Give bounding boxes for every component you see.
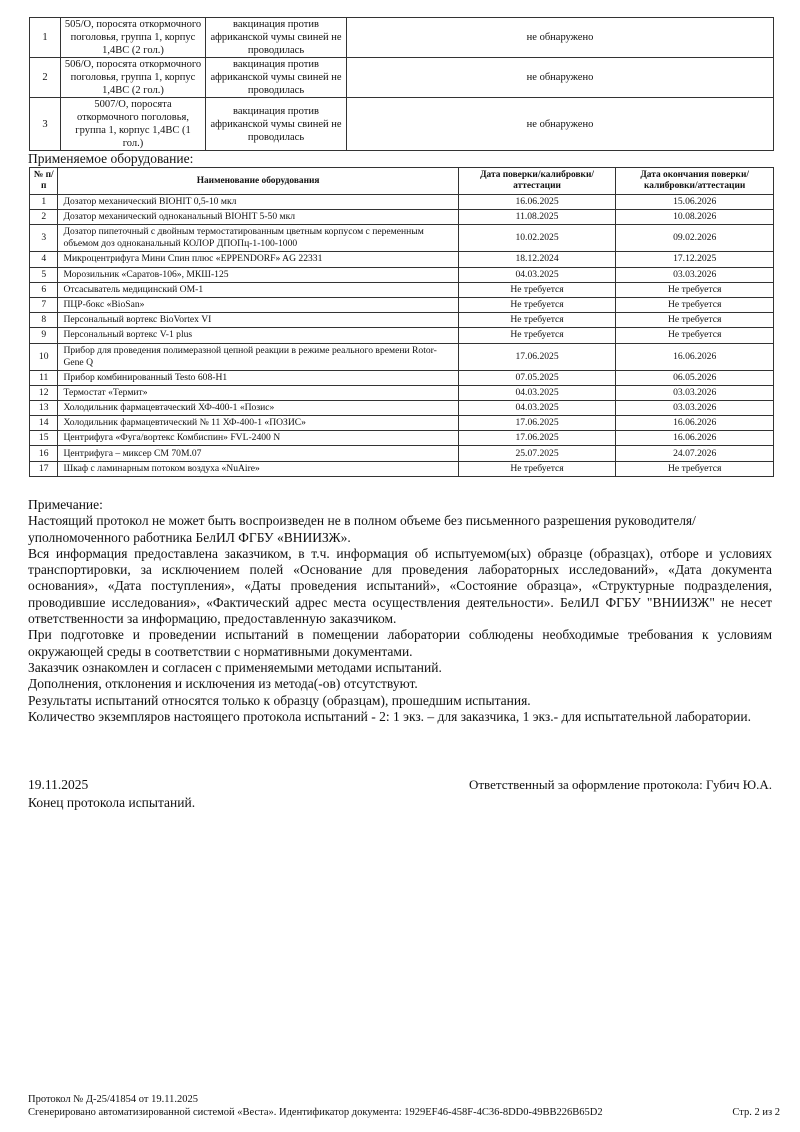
row-number: 3	[30, 98, 61, 151]
test-result: не обнаружено	[347, 98, 774, 151]
equipment-header-row	[30, 168, 774, 195]
end-date: 03.03.2026	[616, 267, 774, 282]
end-date: Не требуется	[616, 313, 774, 328]
check-date: Не требуется	[458, 461, 616, 476]
header-check-date: Дата поверки/калибровки/аттестации	[458, 168, 616, 195]
equipment-name: Персональный вортекс BioVortex VI	[58, 313, 458, 328]
equipment-number: 6	[30, 282, 58, 297]
end-date: 09.02.2026	[616, 225, 774, 252]
equipment-name: Персональный вортекс V-1 plus	[58, 328, 458, 343]
equipment-row	[30, 313, 774, 328]
end-date: Не требуется	[616, 297, 774, 312]
responsible-person: Ответственный за оформление протокола: Губич Ю.А.	[468, 777, 772, 792]
vaccination-status: вакцинация против африканской чумы свиней не проводилась	[206, 98, 347, 151]
end-date: 06.05.2026	[616, 370, 774, 385]
check-date: 25.07.2025	[458, 446, 616, 461]
equipment-number: 3	[30, 225, 58, 252]
equipment-row	[30, 343, 774, 370]
equipment-number: 10	[30, 343, 58, 370]
equipment-name: Морозильник «Саратов-106», МКШ-125	[58, 267, 458, 282]
equipment-number: 13	[30, 400, 58, 415]
check-date: Не требуется	[458, 297, 616, 312]
note-paragraph: Количество экземпляров настоящего протокола испытаний - 2: 1 экз. – для заказчика, 1 экз.- для испытательной лаборатории.	[28, 708, 751, 724]
footer-generated-by: Сгенерировано автоматизированной системой «Веста». Идентификатор документа: 1929EF46-458F-4C36-8DD0-49BB226B65D2	[28, 1107, 603, 1118]
results-table	[29, 17, 774, 151]
equipment-number: 7	[30, 297, 58, 312]
equipment-row	[30, 328, 774, 343]
notes-section	[28, 497, 772, 725]
equipment-row	[30, 400, 774, 415]
check-date: 07.05.2025	[458, 370, 616, 385]
end-date: 16.06.2026	[616, 416, 774, 431]
equipment-name: Дозатор пипеточный с двойным термостатированным цветным корпусом с переменным объемом доз одноканальный КОЛОР ДПОПц-1-100-1000	[58, 225, 458, 252]
end-date: Не требуется	[616, 328, 774, 343]
vaccination-status: вакцинация против африканской чумы свиней не проводилась	[206, 18, 347, 58]
equipment-row	[30, 370, 774, 385]
vaccination-status: вакцинация против африканской чумы свиней не проводилась	[206, 58, 347, 98]
notes-title: Примечание:	[28, 497, 103, 512]
equipment-name: Микроцентрифуга Мини Спин плюс «EPPENDORF» AG 22331	[58, 252, 458, 267]
note-paragraph: Настоящий протокол не может быть воспроизведен не в полном объеме без письменного разрешения руководителя/уполномоченного работника БелИЛ ФГБУ «ВНИИЗЖ».	[28, 513, 696, 545]
check-date: Не требуется	[458, 313, 616, 328]
end-date: 10.08.2026	[616, 210, 774, 225]
end-date: 16.06.2026	[616, 343, 774, 370]
check-date: 04.03.2025	[458, 267, 616, 282]
sample-description: 506/О, поросята откормочного поголовья, группа 1, корпус 1,4ВС (2 гол.)	[61, 58, 206, 98]
equipment-row	[30, 195, 774, 210]
equipment-name: Прибор для проведения полимеразной цепной реакции в режиме реального времени Rotor-Gene Q	[58, 343, 458, 370]
equipment-number: 15	[30, 431, 58, 446]
equipment-row	[30, 282, 774, 297]
equipment-number: 11	[30, 370, 58, 385]
footer-protocol-number: Протокол № Д-25/41854 от 19.11.2025	[28, 1094, 198, 1105]
equipment-row	[30, 267, 774, 282]
table-row	[30, 98, 774, 151]
end-of-protocol: Конец протокола испытаний.	[28, 795, 196, 810]
equipment-row	[30, 225, 774, 252]
protocol-date: 19.11.2025	[28, 777, 89, 792]
note-paragraph: Дополнения, отклонения и исключения из метода(-ов) отсутствуют.	[28, 676, 418, 692]
sample-description: 5007/О, поросята откормочного поголовья, группа 1, корпус 1,4ВС (1 гол.)	[61, 98, 206, 151]
end-date: 03.03.2026	[616, 400, 774, 415]
equipment-name: Холодильник фармацевтический № 11 ХФ-400-1 «ПОЗИС»	[58, 416, 458, 431]
equipment-section-title: Применяемое оборудование:	[28, 151, 194, 166]
equipment-row	[30, 297, 774, 312]
test-result: не обнаружено	[347, 18, 774, 58]
end-date: 03.03.2026	[616, 385, 774, 400]
equipment-row	[30, 210, 774, 225]
equipment-name: Холодильник фармацевтачеcкий ХФ-400-1 «Позис»	[58, 400, 458, 415]
check-date: 18.12.2024	[458, 252, 616, 267]
header-end-date: Дата окончания поверки/калибровки/аттестации	[616, 168, 774, 195]
end-date: Не требуется	[616, 282, 774, 297]
equipment-name: Дозатор механический BIOHIT 0,5-10 мкл	[58, 195, 458, 210]
equipment-number: 5	[30, 267, 58, 282]
equipment-table	[29, 167, 774, 477]
signature-row	[28, 777, 772, 793]
check-date: 17.06.2025	[458, 343, 616, 370]
equipment-name: Прибор комбинированный Testo 608-H1	[58, 370, 458, 385]
equipment-row	[30, 416, 774, 431]
page-number: Стр. 2 из 2	[732, 1107, 780, 1118]
equipment-row	[30, 385, 774, 400]
end-date: 16.06.2026	[616, 431, 774, 446]
row-number: 2	[30, 58, 61, 98]
test-result: не обнаружено	[347, 58, 774, 98]
equipment-number: 12	[30, 385, 58, 400]
equipment-number: 14	[30, 416, 58, 431]
check-date: 04.03.2025	[458, 400, 616, 415]
equipment-number: 1	[30, 195, 58, 210]
header-equipment-name: Наименование оборудования	[58, 168, 458, 195]
end-date: 15.06.2026	[616, 195, 774, 210]
check-date: Не требуется	[458, 282, 616, 297]
header-number: № п/п	[30, 168, 58, 195]
equipment-name: Центрифуга – миксер СМ 70М.07	[58, 446, 458, 461]
check-date: 17.06.2025	[458, 431, 616, 446]
row-number: 1	[30, 18, 61, 58]
check-date: Не требуется	[458, 328, 616, 343]
equipment-number: 9	[30, 328, 58, 343]
check-date: 04.03.2025	[458, 385, 616, 400]
equipment-number: 16	[30, 446, 58, 461]
equipment-number: 17	[30, 461, 58, 476]
equipment-row	[30, 431, 774, 446]
page-footer	[28, 1093, 780, 1119]
equipment-row	[30, 461, 774, 476]
note-paragraph: При подготовке и проведении испытаний в помещении лаборатории соблюдены необходимые требования к условиям окружающей среды в соответствии с нормативными документами.	[28, 627, 772, 659]
check-date: 11.08.2025	[458, 210, 616, 225]
note-paragraph: Заказчик ознакомлен и согласен с применяемыми методами испытаний.	[28, 659, 442, 675]
equipment-row	[30, 446, 774, 461]
equipment-name: Шкаф с ламинарным потоком воздуха «NuAire»	[58, 461, 458, 476]
check-date: 10.02.2025	[458, 225, 616, 252]
equipment-name: Дозатор механический одноканальный BIOHIT 5-50 мкл	[58, 210, 458, 225]
equipment-number: 2	[30, 210, 58, 225]
table-row	[30, 18, 774, 58]
note-paragraph: Результаты испытаний относятся только к образцу (образцам), прошедшим испытания.	[28, 692, 531, 708]
check-date: 16.06.2025	[458, 195, 616, 210]
end-date: Не требуется	[616, 461, 774, 476]
equipment-number: 8	[30, 313, 58, 328]
note-paragraph: Вся информация предоставлена заказчиком, в т.ч. информация об испытуемом(ых) образце (образцах), отборе и условиях транспортировки, за исключением полей «Основание для проведения лабораторных исследований», «Дата документа основания», «Дата поступления», «Даты проведения испытаний», «Состояние образца», «Структурные подразделения, проводившие исследования», «Фактический адрес места осуществления деятельности». БелИЛ ФГБУ "ВНИИЗЖ" не несет ответственности за информацию, предоставленную заказчиком.	[28, 545, 772, 627]
end-date: 17.12.2025	[616, 252, 774, 267]
equipment-name: Центрифуга «Фуга/вортекс Комбиспин» FVL-2400 N	[58, 431, 458, 446]
equipment-row	[30, 252, 774, 267]
sample-description: 505/О, поросята откормочного поголовья, группа 1, корпус 1,4ВС (2 гол.)	[61, 18, 206, 58]
equipment-name: Термостат «Термит»	[58, 385, 458, 400]
check-date: 17.06.2025	[458, 416, 616, 431]
table-row	[30, 58, 774, 98]
equipment-number: 4	[30, 252, 58, 267]
end-date: 24.07.2026	[616, 446, 774, 461]
equipment-name: Отсасыватель медицинский ОМ-1	[58, 282, 458, 297]
equipment-name: ПЦР-бокс «BioSan»	[58, 297, 458, 312]
